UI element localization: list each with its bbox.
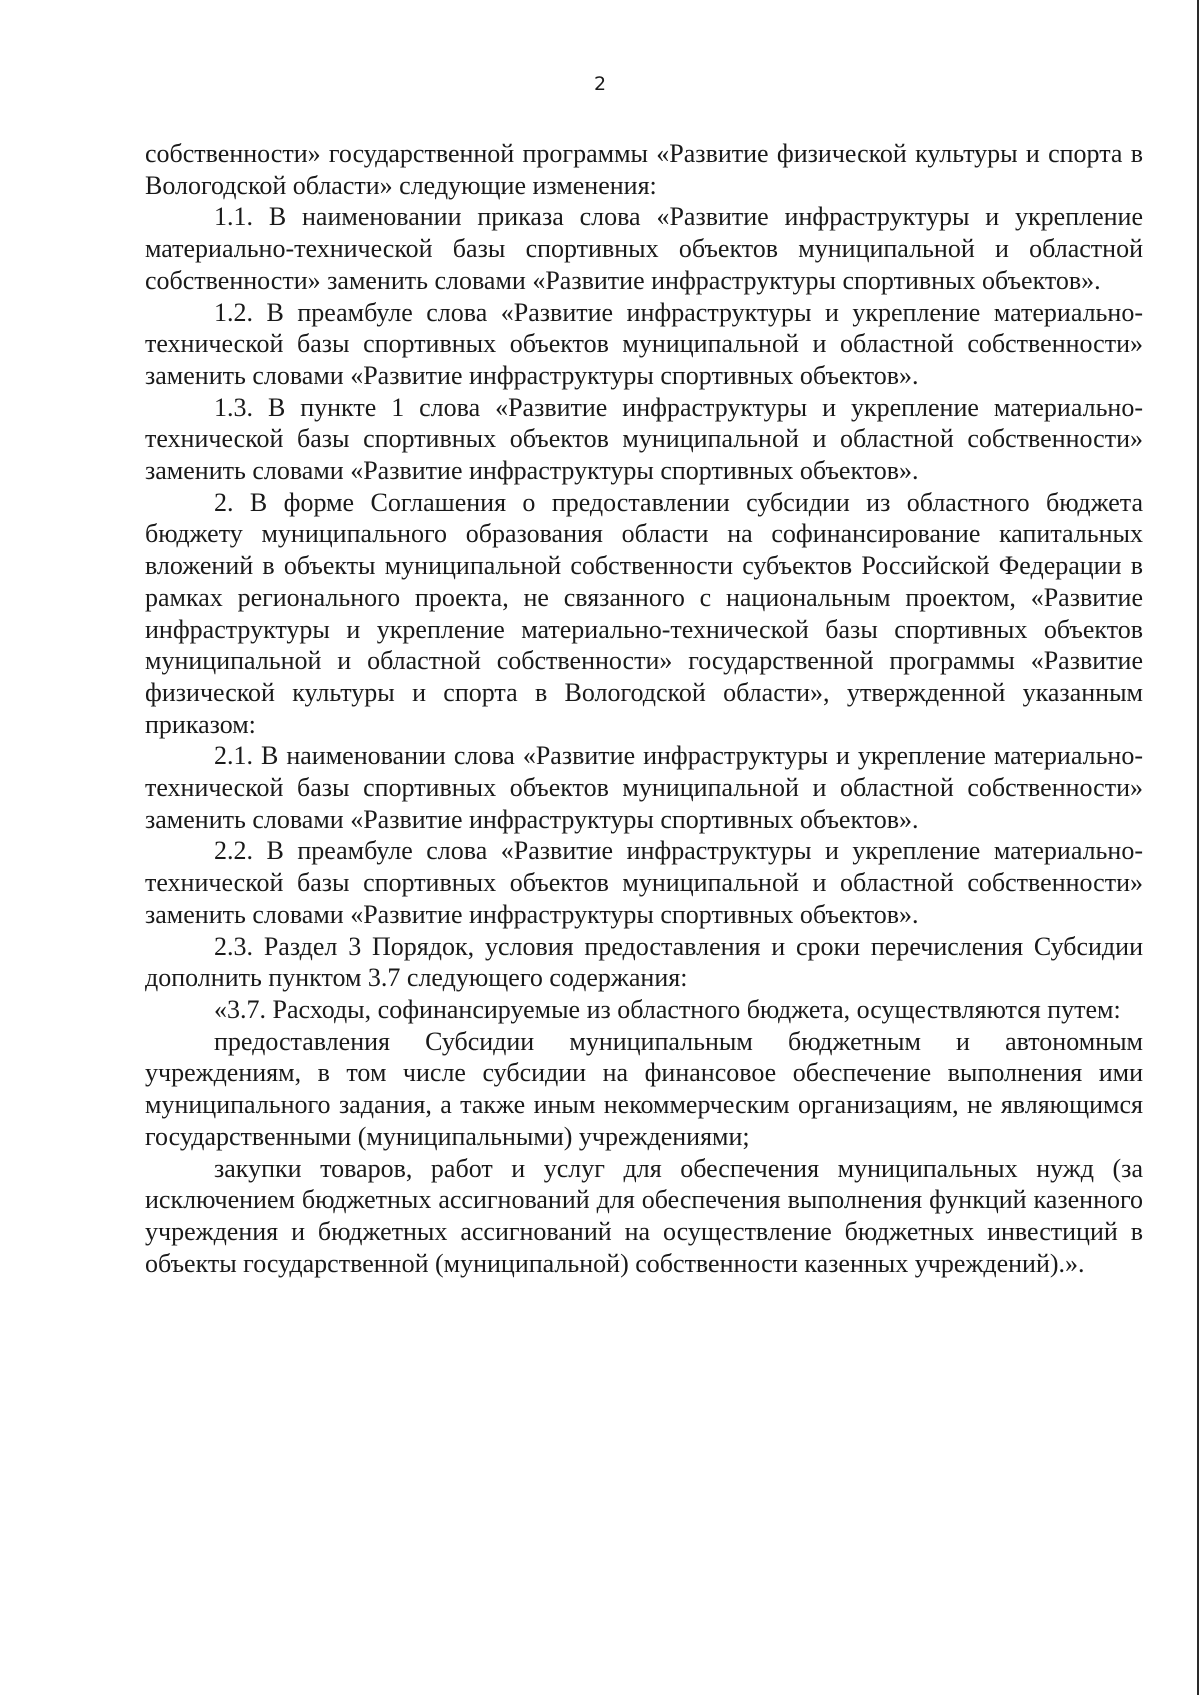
paragraph-intro-continuation: собственности» государственной программы «Развитие физической культуры и спорта в Вологодской области» следующие изменения:	[145, 139, 1143, 200]
paragraph-2: 2. В форме Соглашения о предоставлении субсидии из областного бюджета бюджету муниципального образования области на софинансирование капитальных вложений в объекты муниципальной собственности субъектов Российской Федерации в рамках регионального проекта, не связанного с национальным проектом, «Развитие инфраструктуры и укрепление материально-технической базы спортивных объектов муниципальной и областной собственности» государственной программы «Развитие физической культуры и спорта в Вологодской области», утвержденной указанным приказом:	[145, 487, 1143, 739]
paragraph-1-3: 1.3. В пункте 1 слова «Развитие инфраструктуры и укрепление материально-технической базы спортивных объектов муниципальной и областной собственности» заменить словами «Развитие инфраструктуры спортивных объектов».	[145, 392, 1143, 486]
document-body	[145, 138, 1143, 1279]
paragraph-2-1: 2.1. В наименовании слова «Развитие инфраструктуры и укрепление материально-технической базы спортивных объектов муниципальной и областной собственности» заменить словами «Развитие инфраструктуры спортивных объектов».	[145, 741, 1143, 834]
paragraph-1-2: 1.2. В преамбуле слова «Развитие инфраструктуры и укрепление материально-технической базы спортивных объектов муниципальной и областной собственности» заменить словами «Развитие инфраструктуры спортивных объектов».	[145, 297, 1143, 390]
paragraph-3-7: «3.7. Расходы, софинансируемые из областного бюджета, осуществляются путем:	[214, 994, 1121, 1024]
paragraph-2-2: 2.2. В преамбуле слова «Развитие инфраструктуры и укрепление материально-технической базы спортивных объектов муниципальной и областной собственности» заменить словами «Развитие инфраструктуры спортивных объектов».	[145, 836, 1143, 929]
paragraph-procurement: закупки товаров, работ и услуг для обеспечения муниципальных нужд (за исключением бюджетных ассигнований для обеспечения выполнения функций казенного учреждения и бюджетных ассигнований на осуществление бюджетных инвестиций в объекты государственной (муниципальной) собственности казенных учреждений).».	[145, 1153, 1143, 1278]
scan-edge-line	[1197, 0, 1199, 1695]
paragraph-1-1: 1.1. В наименовании приказа слова «Развитие инфраструктуры и укрепление материально-технической базы спортивных объектов муниципальной и областной собственности» заменить словами «Развитие инфраструктуры спортивных объектов».	[145, 202, 1143, 295]
paragraph-2-3: 2.3. Раздел 3 Порядок, условия предоставления и сроки перечисления Субсидии дополнить пунктом 3.7 следующего содержания:	[145, 931, 1143, 993]
paragraph-subsidy-provision: предоставления Субсидии муниципальным бюджетным и автономным учреждениям, в том числе субсидии на финансовое обеспечение выполнения ими муниципального задания, а также иным некоммерческим организациям, не являющимся государственными (муниципальными) учреждениями;	[145, 1026, 1143, 1151]
page-number: 2	[593, 73, 607, 95]
